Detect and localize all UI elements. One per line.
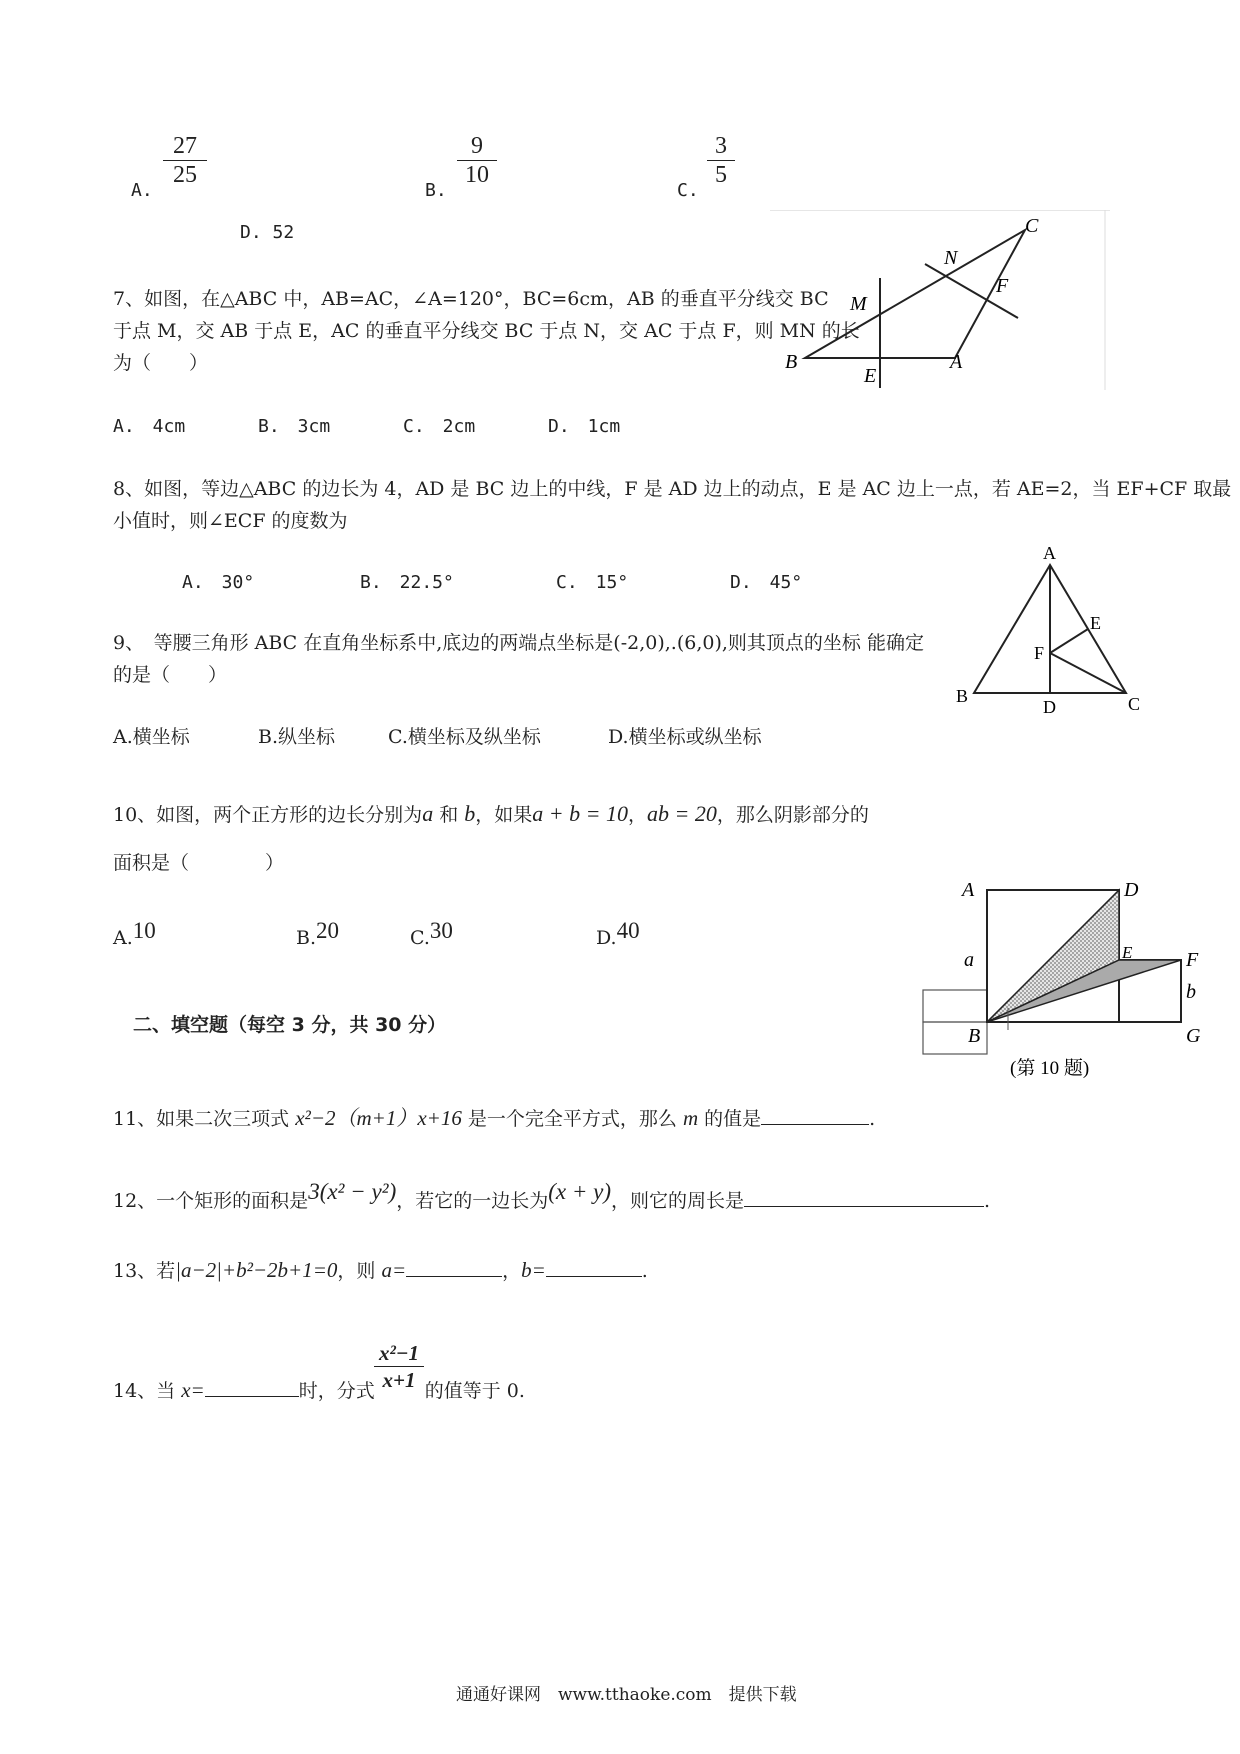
label-n: N bbox=[944, 247, 958, 269]
q12-post: ，则它的周长是 bbox=[611, 1190, 745, 1212]
label-e: E bbox=[1090, 613, 1101, 633]
q10-if: ，如果 bbox=[475, 804, 533, 826]
q14-answer-blank[interactable] bbox=[205, 1378, 299, 1397]
q13-end: . bbox=[641, 1260, 648, 1282]
q14-text bbox=[113, 1376, 525, 1403]
q8-option-a: A. 30° bbox=[182, 572, 255, 593]
q8-figure bbox=[950, 545, 1150, 715]
q8-text-line2: 小值时，则∠ECF 的度数为 bbox=[113, 510, 348, 532]
q7-text-line1: 7、如图，在△ABC 中，AB=AC，∠A=120°，BC=6cm，AB 的垂直平分线交 BC bbox=[113, 288, 829, 310]
q13-b-label: b= bbox=[521, 1258, 546, 1282]
label-f: F bbox=[1186, 949, 1199, 971]
label-a-vertex: A bbox=[962, 879, 975, 901]
q10-option-d bbox=[596, 918, 640, 950]
q11-expression: x²−2（m+1）x+16 bbox=[295, 1106, 462, 1130]
q9-option-c: C.横坐标及纵坐标 bbox=[388, 726, 541, 748]
q7-option-b: B. 3cm bbox=[258, 416, 331, 437]
q11-intro: 11、如果二次三项式 bbox=[113, 1108, 296, 1130]
q10-intro: 10、如图，两个正方形的边长分别为 bbox=[113, 804, 423, 826]
option-label: A. bbox=[113, 927, 133, 949]
q12-end: . bbox=[984, 1190, 991, 1212]
q12-side: (x + y) bbox=[548, 1179, 612, 1204]
page-footer: 通通好课网 www.tthaoke.com 提供下载 bbox=[456, 1685, 797, 1705]
fraction-numerator: 3 bbox=[707, 132, 735, 161]
q6-option-d: D. 52 bbox=[240, 222, 295, 243]
q14-post: 的值等于 0. bbox=[424, 1380, 525, 1402]
label-b: B bbox=[785, 351, 798, 373]
q12-intro: 12、一个矩形的面积是 bbox=[113, 1190, 309, 1212]
q8-option-b: B. 22.5° bbox=[360, 572, 454, 593]
q6-option-b-fraction bbox=[457, 132, 497, 189]
q7-option-c: C. 2cm bbox=[403, 416, 476, 437]
label-g: G bbox=[1186, 1025, 1201, 1047]
option-label: D. bbox=[596, 927, 617, 949]
q6-option-a-fraction bbox=[163, 132, 207, 189]
section-title: 二、填空题（每空 3 分，共 30 分） bbox=[133, 1014, 447, 1036]
segment-fe bbox=[1050, 629, 1088, 653]
condition-sum: a + b = 10 bbox=[532, 801, 628, 826]
q14-mid: 时，分式 bbox=[298, 1380, 375, 1402]
label-f: F bbox=[1034, 643, 1045, 663]
q11-mid: 是一个完全平方式，那么 bbox=[461, 1108, 683, 1130]
q10-sep: ， bbox=[628, 804, 648, 826]
q10-tail: ，那么阴影部分的 bbox=[716, 804, 869, 826]
q14-x-label: x= bbox=[181, 1378, 205, 1402]
q6-option-a-label: A. bbox=[131, 180, 153, 201]
q10-text-line2: 面积是（ ） bbox=[113, 852, 285, 874]
option-label: B. bbox=[296, 927, 317, 949]
label-f: F bbox=[996, 275, 1009, 297]
q6-option-c-fraction bbox=[707, 132, 735, 189]
q9-text-line2: 的是（ ） bbox=[113, 664, 228, 686]
q13-mid: ，则 bbox=[337, 1260, 382, 1282]
q7-option-a: A. 4cm bbox=[113, 416, 186, 437]
left-rect-top bbox=[923, 990, 987, 1022]
q11-var: m bbox=[682, 1106, 699, 1130]
label-side-a: a bbox=[964, 949, 974, 971]
q11-tail: 的值是 bbox=[698, 1108, 762, 1130]
fraction-numerator: x²−1 bbox=[374, 1340, 424, 1367]
label-c: C bbox=[1128, 694, 1141, 714]
q10-and: 和 bbox=[433, 804, 465, 826]
label-d: D bbox=[1124, 879, 1139, 901]
q13-a-blank[interactable] bbox=[406, 1258, 502, 1277]
triangle-abc bbox=[805, 230, 1025, 358]
q12-answer-blank[interactable] bbox=[744, 1188, 984, 1207]
label-b: B bbox=[968, 1025, 981, 1047]
q13-text bbox=[113, 1256, 648, 1283]
q11-end: . bbox=[869, 1108, 876, 1130]
fraction-numerator: 9 bbox=[457, 132, 497, 161]
option-value: 10 bbox=[132, 918, 156, 943]
q8-option-d: D. 45° bbox=[730, 572, 803, 593]
q11-text bbox=[113, 1102, 875, 1132]
q13-a-label: a= bbox=[381, 1258, 407, 1282]
q10-option-a bbox=[113, 918, 156, 950]
label-c: C bbox=[1025, 215, 1039, 237]
q14-intro: 14、当 bbox=[113, 1380, 182, 1402]
q9-option-a: A.横坐标 bbox=[113, 726, 190, 748]
q10-text-line1 bbox=[113, 800, 869, 827]
var-a: a bbox=[422, 801, 434, 826]
q7-text-line3: 为（ ） bbox=[113, 352, 209, 374]
q6-option-b-label: B. bbox=[425, 180, 447, 201]
q8-option-c: C. 15° bbox=[556, 572, 629, 593]
var-b: b bbox=[464, 801, 476, 826]
q9-option-d: D.横坐标或纵坐标 bbox=[608, 726, 762, 748]
q13-expression: |a−2|+b²−2b+1=0 bbox=[175, 1258, 338, 1282]
label-e: E bbox=[1122, 943, 1133, 962]
figure-caption: (第 10 题) bbox=[1010, 1058, 1090, 1079]
condition-product: ab = 20 bbox=[647, 801, 717, 826]
shaded-region-1 bbox=[987, 890, 1119, 1022]
option-value: 30 bbox=[429, 918, 453, 943]
option-value: 40 bbox=[616, 918, 640, 943]
q9-option-b: B.纵坐标 bbox=[258, 726, 336, 748]
label-d: D bbox=[1043, 697, 1056, 715]
q10-figure bbox=[918, 870, 1210, 1090]
q12-mid: ，若它的一边长为 bbox=[396, 1190, 549, 1212]
q13-sep: ， bbox=[502, 1260, 522, 1282]
q6-option-c-label: C. bbox=[677, 180, 699, 201]
q11-answer-blank[interactable] bbox=[761, 1106, 869, 1125]
q9-text-line1: 9、 等腰三角形 ABC 在直角坐标系中,底边的两端点坐标是(-2,0),.(6,0),则其顶点的坐标 能确定 bbox=[113, 632, 924, 654]
q8-text-line1: 8、如图，等边△ABC 的边长为 4，AD 是 BC 边上的中线，F 是 AD 边上的动点，E 是 AC 边上一点，若 AE=2，当 EF+CF 取最 bbox=[113, 478, 1232, 500]
label-b: B bbox=[956, 686, 969, 706]
fraction-denominator: x+1 bbox=[382, 1368, 416, 1392]
q13-intro: 13、若 bbox=[113, 1260, 176, 1282]
label-e: E bbox=[864, 365, 877, 387]
fraction-denominator: 10 bbox=[465, 162, 489, 188]
fraction-numerator: 27 bbox=[163, 132, 207, 161]
q10-option-c bbox=[410, 918, 453, 950]
q7-option-d: D. 1cm bbox=[548, 416, 621, 437]
label-a: A bbox=[950, 351, 963, 373]
q12-text bbox=[113, 1179, 991, 1213]
q13-b-blank[interactable] bbox=[546, 1258, 642, 1277]
fraction-denominator: 5 bbox=[715, 162, 727, 188]
option-label: C. bbox=[410, 927, 430, 949]
label-a: A bbox=[1043, 545, 1056, 563]
option-value: 20 bbox=[316, 918, 340, 943]
q7-figure bbox=[770, 210, 1110, 390]
q12-area: 3(x² − y²) bbox=[308, 1179, 397, 1204]
q7-text-line2: 于点 M，交 AB 于点 E，AC 的垂直平分线交 BC 于点 N，交 AC 于点 F，则 MN 的长 bbox=[113, 320, 860, 342]
label-side-b: b bbox=[1186, 981, 1196, 1003]
q10-option-b bbox=[296, 918, 340, 950]
fraction-denominator: 25 bbox=[173, 162, 197, 188]
label-m: M bbox=[850, 293, 867, 315]
q14-fraction bbox=[374, 1340, 424, 1393]
